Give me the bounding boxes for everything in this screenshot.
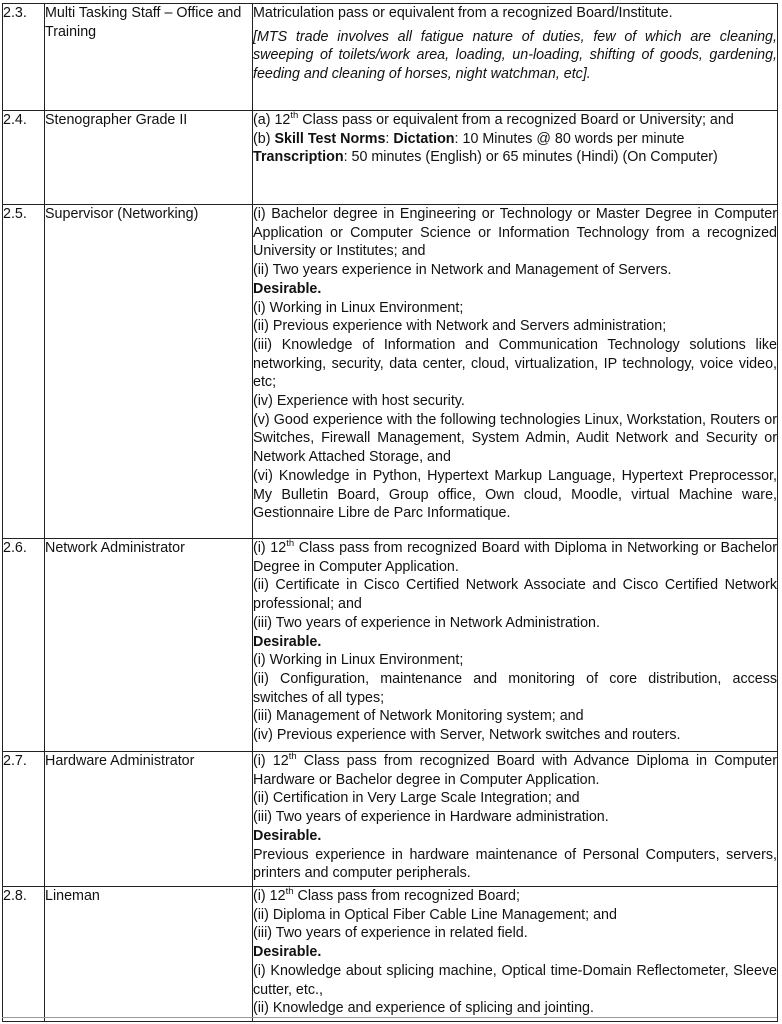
- qualification-cell: [253, 539, 778, 752]
- desirable-line: (iv) Experience with host security.: [253, 393, 465, 410]
- skill-test-line: (b) Skill Test Norms: Dictation: 10 Minutes @ 80 words per minute: [253, 130, 685, 147]
- qualification-line: (ii) Two years experience in Network and Management of Servers.: [253, 262, 672, 279]
- desirable-line: (i) Knowledge about splicing machine, Optical time-Domain Reflectometer, Sleeve cutter, etc.,: [253, 962, 777, 998]
- qualification-line: (iii) Two years of experience in related field.: [253, 925, 528, 942]
- qualification-line: (ii) Certification in Very Large Scale Integration; and: [253, 790, 580, 807]
- qualification-line: (a) 12th Class pass or equivalent from a recognized Board or University; and: [253, 110, 734, 128]
- table-row: [3, 539, 778, 752]
- qualification-cell: [253, 752, 778, 887]
- table-row: [3, 4, 778, 111]
- desirable-line: Previous experience in hardware maintenance of Personal Computers, servers, printers and computer peripherals.: [253, 846, 777, 882]
- qualification-line: (i) 12th Class pass from recognized Board with Diploma in Networking or Bachelor Degree in Computer Application.: [253, 538, 777, 575]
- post-name: Hardware Administrator: [45, 752, 253, 887]
- post-name: Multi Tasking Staff – Office and Training: [45, 4, 253, 111]
- row-number: 2.4.: [3, 111, 45, 205]
- transcription-line: Transcription: 50 minutes (English) or 65 minutes (Hindi) (On Computer): [253, 149, 718, 166]
- desirable-line: (vi) Knowledge in Python, Hypertext Markup Language, Hypertext Preprocessor, My Bulletin Board, Group office, Own cloud, Moodle, virtual Machine ware, Gestionnaire Libre de Parc Informatique.: [253, 467, 777, 522]
- desirable-line: (ii) Previous experience with Network and Servers administration;: [253, 318, 667, 335]
- table-row: [3, 887, 778, 1022]
- duties-note: [MTS trade involves all fatigue nature of duties, few of which are cleaning, sweeping of toilets/work area, loading, un-loading, shifting of goods, gardening, feeding and cleaning of horses, night watchman, etc].: [253, 28, 777, 83]
- table-row: [3, 205, 778, 539]
- desirable-heading: Desirable.: [253, 280, 322, 297]
- row-number: 2.8.: [3, 887, 45, 1022]
- desirable-line: (i) Working in Linux Environment;: [253, 652, 464, 669]
- qualification-line: (ii) Diploma in Optical Fiber Cable Line Management; and: [253, 906, 617, 923]
- post-name: Supervisor (Networking): [45, 205, 253, 539]
- post-name: Network Administrator: [45, 539, 253, 752]
- qualification-line: (i) 12th Class pass from recognized Board with Advance Diploma in Computer Hardware or Bachelor degree in Computer Application.: [253, 751, 777, 788]
- desirable-line: (v) Good experience with the following technologies Linux, Workstation, Routers or Switches, Firewall Management, System Admin, Audit Network and Security or Network Attached Storage, and: [253, 411, 777, 466]
- qualification-cell: [253, 111, 778, 205]
- desirable-line: (i) Working in Linux Environment;: [253, 299, 464, 316]
- desirable-line: (ii) Configuration, maintenance and monitoring of core distribution, access switches of all types;: [253, 670, 777, 706]
- eligibility-table: [2, 3, 778, 1022]
- table-row: [3, 752, 778, 887]
- qualification-line: (i) Bachelor degree in Engineering or Technology or Master Degree in Computer Application or Computer Science or Information Technology from a recognized University or Institutes; and: [253, 206, 777, 260]
- qualification-line: (ii) Certificate in Cisco Certified Network Associate and Cisco Certified Network professional; and: [253, 577, 777, 613]
- qualification-cell: [253, 205, 778, 539]
- row-number: 2.5.: [3, 205, 45, 539]
- row-number: 2.6.: [3, 539, 45, 752]
- post-name: Stenographer Grade II: [45, 111, 253, 205]
- qualification-line: Matriculation pass or equivalent from a recognized Board/Institute.: [253, 5, 673, 21]
- qualification-cell: [253, 887, 778, 1022]
- post-name: Lineman: [45, 887, 253, 1022]
- page-bottom-rule: [2, 1017, 777, 1018]
- desirable-heading: Desirable.: [253, 633, 322, 650]
- qualification-line: (i) 12th Class pass from recognized Board;: [253, 886, 520, 904]
- qualification-cell: [253, 4, 778, 111]
- table-row: [3, 111, 778, 205]
- row-number: 2.3.: [3, 4, 45, 111]
- qualification-line: (iii) Two years of experience in Network Administration.: [253, 614, 600, 631]
- row-number: 2.7.: [3, 752, 45, 887]
- desirable-line: (iii) Management of Network Monitoring system; and: [253, 708, 584, 725]
- qualification-line: (iii) Two years of experience in Hardware administration.: [253, 809, 609, 826]
- desirable-line: (iii) Knowledge of Information and Communication Technology solutions like networking, security, data center, cloud, virtualization, IP technology, voice video, etc;: [253, 336, 777, 391]
- desirable-heading: Desirable.: [253, 827, 322, 844]
- desirable-heading: Desirable.: [253, 944, 322, 961]
- desirable-line: (ii) Knowledge and experience of splicing and jointing.: [253, 1000, 594, 1017]
- desirable-line: (iv) Previous experience with Server, Network switches and routers.: [253, 727, 681, 744]
